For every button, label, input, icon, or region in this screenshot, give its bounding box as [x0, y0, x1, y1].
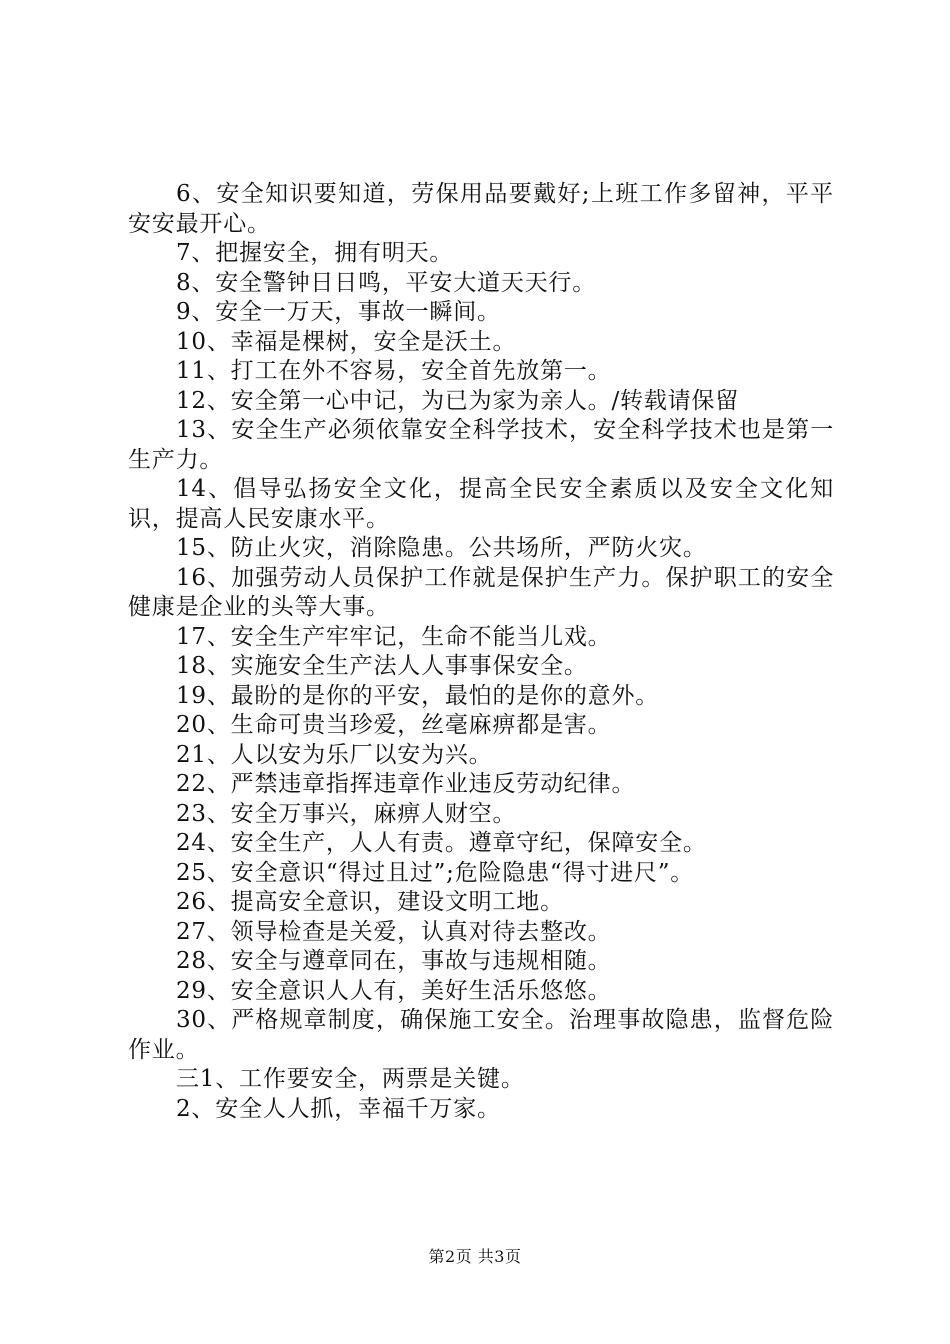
slogan-paragraph: 27、领导检查是关爱，认真对待去整改。 — [176, 918, 612, 945]
slogan-paragraph: 9、安全一万天，事故一瞬间。 — [176, 299, 501, 325]
document-body — [128, 180, 834, 1124]
slogan-paragraph: 18、实施安全生产法人人事事保安全。 — [176, 653, 588, 679]
slogan-paragraph: 28、安全与遵章同在，事故与违规相随。 — [176, 948, 612, 974]
slogan-paragraph: 19、最盼的是你的平安，最怕的是你的意外。 — [176, 682, 660, 709]
slogan-paragraph: 21、人以安为乐厂以安为兴。 — [176, 741, 493, 768]
slogan-paragraph: 2、安全人人抓，幸福千万家。 — [176, 1095, 501, 1122]
slogan-paragraph: 13、安全生产必须依靠安全科学技术，安全科学技术也是第一生产力。 — [128, 417, 834, 473]
page-number-label: 第2页 共3页 — [428, 1247, 522, 1266]
slogan-paragraph: 7、把握安全，拥有明天。 — [176, 240, 454, 266]
slogan-paragraph: 12、安全第一心中记，为已为家为亲人。/转载请保留 — [176, 387, 740, 414]
slogan-paragraph: 20、生命可贵当珍爱，丝毫麻痹都是害。 — [176, 712, 612, 738]
slogan-paragraph: 29、安全意识人人有，美好生活乐悠悠。 — [176, 977, 612, 1004]
slogan-paragraph: 10、幸福是棵树，安全是沃土。 — [176, 328, 517, 355]
slogan-paragraph: 26、提高安全意识，建设文明工地。 — [176, 889, 564, 915]
slogan-paragraph: 三1、工作要安全，两票是关键。 — [176, 1066, 525, 1092]
slogan-paragraph: 11、打工在外不容易，安全首先放第一。 — [176, 358, 612, 384]
slogan-paragraph: 6、安全知识要知道，劳保用品要戴好;上班工作多留神，平平安安最开心。 — [128, 181, 834, 237]
slogan-paragraph: 22、严禁违章指挥违章作业违反劳动纪律。 — [176, 771, 636, 797]
slogan-paragraph: 30、严格规章制度，确保施工安全。治理事故隐患，监督危险作业。 — [128, 1007, 834, 1063]
slogan-paragraph: 16、加强劳动人员保护工作就是保护生产力。保护职工的安全健康是企业的头等大事。 — [128, 564, 834, 620]
slogan-paragraph: 24、安全生产，人人有责。遵章守纪，保障安全。 — [176, 830, 707, 856]
slogan-paragraph: 15、防止火灾，消除隐患。公共场所，严防火灾。 — [176, 535, 707, 561]
slogan-paragraph: 17、安全生产牢牢记，生命不能当儿戏。 — [176, 623, 612, 650]
page-footer — [0, 1244, 950, 1267]
slogan-paragraph: 8、安全警钟日日鸣，平安大道天天行。 — [176, 269, 597, 296]
slogan-paragraph: 23、安全万事兴，麻痹人财空。 — [176, 800, 517, 827]
slogan-paragraph: 25、安全意识“得过且过”;危险隐患“得寸进尺”。 — [176, 859, 695, 886]
slogan-paragraph: 14、倡导弘扬安全文化，提高全民安全素质以及安全文化知识，提高人民安康水平。 — [128, 476, 834, 532]
